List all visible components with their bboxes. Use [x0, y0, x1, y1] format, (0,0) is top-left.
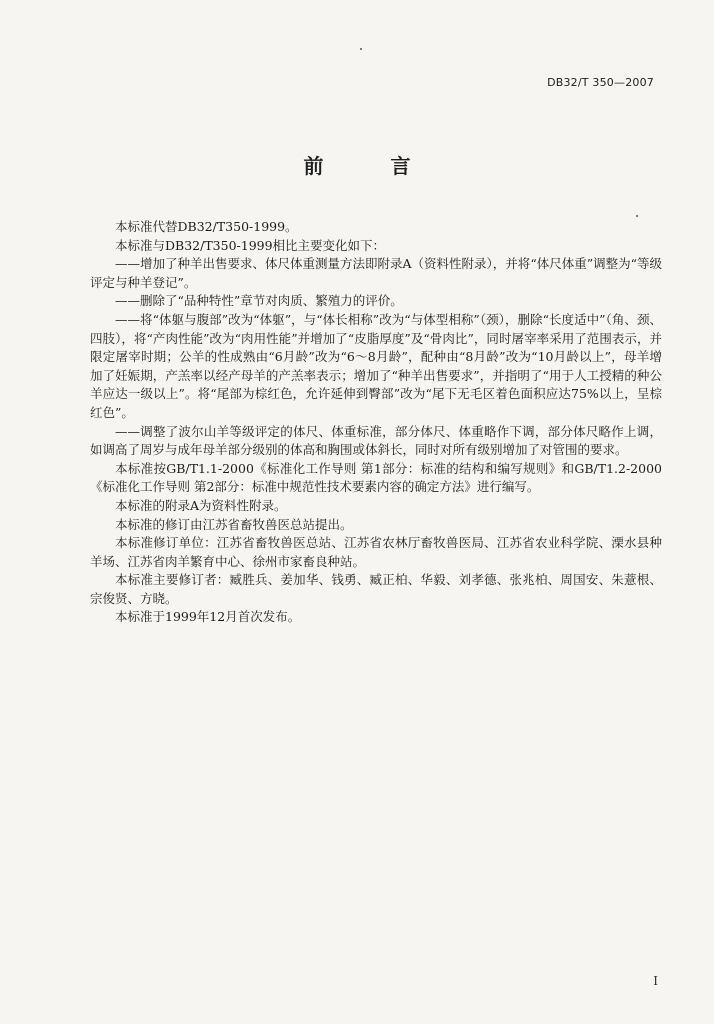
paragraph-revising-units: 本标准修订单位：江苏省畜牧兽医总站、江苏省农林厅畜牧兽医局、江苏省农业科学院、溧水县种羊场、江苏省肉羊繁育中心、徐州市家畜良种站。 [90, 535, 662, 569]
paragraph-replaces: 本标准代替DB32/T350-1999。 [115, 219, 298, 234]
page-number: I [653, 974, 658, 988]
paragraph-change-1: ——增加了种羊出售要求、体尺体重测量方法即附录A（资料性附录），并将“体尺体重”调整为“等级评定与种羊登记”。 [90, 256, 662, 290]
paragraph-first-issue: 本标准于1999年12月首次发布。 [115, 609, 301, 625]
paragraph-revisers: 本标准主要修订者：臧胜兵、姜加华、钱勇、臧正柏、华毅、刘孝德、张兆柏、周国安、朱薏根、宗俊贤、方晓。 [90, 572, 662, 606]
paragraph-drafting-rules: 本标准按GB/T1.1-2000《标准化工作导则 第1部分：标准的结构和编写规则》和GB/T1.2-2000《标准化工作导则 第2部分：标准中规范性技术要素内容的确定方法》进行编写。 [90, 460, 662, 495]
paragraph-changes-intro: 本标准与DB32/T350-1999相比主要变化如下： [115, 237, 386, 253]
scan-speck [360, 48, 362, 50]
foreword-body [90, 218, 662, 627]
paragraph-change-3: ——将“体躯与腹部”改为“体躯”，与“体长相称”改为“与体型相称”（颈），删除“长度适中”（角、颈、四肢），将“产肉性能”改为“肉用性能”并增加了“皮脂厚度”及“骨肉比”，同时屠宰率采用了范围表示，并限定屠宰时期；公羊的性成熟由“6月龄”改为“6～8月龄”，配种由“8月龄”改为“10月龄以上”，母羊增加了妊娠期，产羔率以经产母羊的产羔率表示；增加了“种羊出售要求”，并指明了“用于人工授精的种公羊应达一级以上”。将“尾部为棕红色，允许延伸到臀部”改为“尾下无毛区着色面积应达75%以上，呈棕红色”。 [90, 311, 662, 420]
paragraph-proposer: 本标准的修订由江苏省畜牧兽医总站提出。 [115, 516, 353, 532]
page-title: 前 言 [303, 154, 441, 178]
standard-code: DB32/T 350—2007 [547, 76, 654, 89]
paragraph-change-2: ——删除了“品种特性”章节对肉质、繁殖力的评价。 [115, 293, 403, 309]
paragraph-appendix: 本标准的附录A为资料性附录。 [115, 497, 287, 513]
paragraph-change-4: ——调整了波尔山羊等级评定的体尺、体重标准，部分体尺、体重略作下调，部分体尺略作上调，如调高了周岁与成年母羊部分级别的体高和胸围或体斜长，同时对所有级别增加了对管围的要求。 [90, 423, 662, 458]
scan-speck [636, 215, 638, 217]
